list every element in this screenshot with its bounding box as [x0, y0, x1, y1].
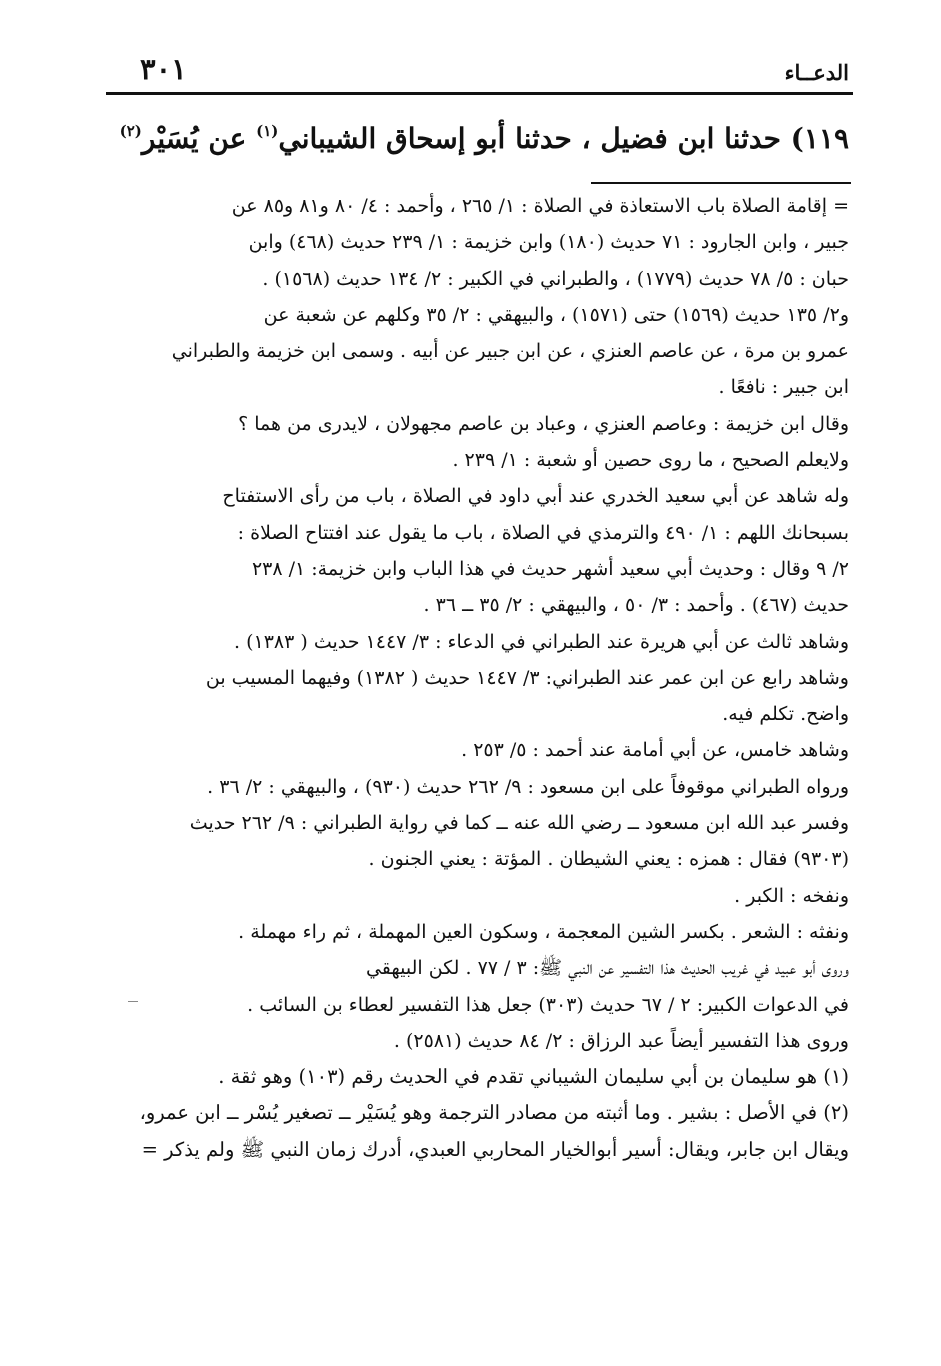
hadith-119 [108, 106, 849, 156]
note-line: ونفخه : الكبر . [734, 884, 849, 907]
note-line: عمرو بن مرة ، عن عاصم العنزي ، عن ابن جبير عن أبيه . وسمى ابن خزيمة والطبراني [171, 340, 849, 363]
note-line: وشاهد ثالث عن أبي هريرة عند الطبراني في الدعاء : ٣/ ١٤٤٧ حديث ( ١٣٨٣) . [234, 630, 849, 653]
running-header [108, 52, 849, 88]
header-rule [106, 92, 853, 95]
footnote-ref-1: (١) [256, 122, 279, 140]
note-line: وشاهد رابع عن ابن عمر عند الطبراني: ٣/ ١٤٤٧ حديث ( ١٣٨٢) وفيهما المسيب بن [205, 666, 849, 689]
note-line: وله شاهد عن أبي سعيد الخدري عند أبي داود في الصلاة ، باب من رأى الاستفتاح [222, 485, 849, 508]
note-line: ونفثه : الشعر . بكسر الشين المعجمة ، وسكون العين المهملة ، ثم راء مهملة . [238, 920, 849, 943]
footnote-2: (٢) في الأصل : بشير . وما أثبته من مصادر الترجمة وهو يُسَيْر ــ تصغير يُسْر ــ ابن عمرو، [139, 1101, 849, 1125]
note-line: ٢/ ٩ وقال : وحديث أبي سعيد أشهر حديث في هذا الباب وابن خزيمة: ١/ ٢٣٨ [251, 557, 849, 580]
footnote-separator [591, 182, 851, 184]
footnote-2-continued: ويقال ابن جابر، ويقال: أسير أبوالخيار المحاربي العبدي، أدرك زمان النبي ﷺ ولم يذكر = [141, 1137, 849, 1161]
note-line: وقال ابن خزيمة : وعاصم العنزي ، وعباد بن عاصم مجهولان ، لايدرى من هما ؟ [238, 412, 849, 435]
footnotes-block [104, 188, 849, 1168]
footnote-ref-2: (٢) [119, 122, 142, 140]
note-line: وروى أبو عبيد في غريب الحديث هذا التفسير عن النبي ﷺ: ٣ / ٧٧ . لكن البيهقي [365, 957, 849, 980]
note-line: جبير ، وابن الجارود : ٧١ حديث (١٨٠) وابن خزيمة : ١/ ٢٣٩ حديث (٤٦٨) وابن [248, 231, 849, 254]
note-line: بسبحانك اللهم : ١/ ٤٩٠ والترمذي في الصلاة ، باب ما يقول عند افتتاح الصلاة : [237, 521, 849, 544]
chapter-title: الدعــاء [784, 60, 849, 85]
note-line: وروى هذا التفسير أيضاً عبد الرزاق : ٢/ ٨٤ حديث (٢٥٨١) . [393, 1029, 849, 1052]
note-line: و٢/ ١٣٥ حديث (١٥٦٩) حتى (١٥٧١) ، والبيهقي : ٢/ ٣٥ وكلهم عن شعبة عن [263, 303, 849, 326]
page-number: ٣٠١ [140, 52, 187, 86]
note-line: ولايعلم الصحيح ، ما روى حصين أو شعبة : ١/ ٢٣٩ . [452, 449, 849, 472]
note-line: في الدعوات الكبير: ٢ / ٦٧ حديث (٣٠٣) جعل هذا التفسير لعطاء بن السائب . [247, 993, 849, 1016]
note-line: حبان : ٥/ ٧٨ حديث (١٧٧٩) ، والطبراني في الكبير : ٢/ ١٣٤ حديث (١٥٦٨) . [262, 267, 849, 290]
note-line: ابن جبير : نافعًا . [718, 376, 849, 399]
hadith-text: ١١٩) حدثنا ابن فضيل ، حدثنا أبو إسحاق الشيباني [278, 122, 849, 155]
hadith-text-end: عن يُسَيْر [141, 122, 257, 155]
note-line: ورواه الطبراني موقوفاً على ابن مسعود : ٩/ ٢٦٢ حديث (٩٣٠) ، والبيهقي : ٢/ ٣٦ . [207, 775, 849, 798]
note-line: وفسر عبد الله ابن مسعود ــ رضي الله عنه ــ كما في رواية الطبراني : ٩/ ٢٦٢ حديث [189, 812, 849, 835]
note-line: (٩٣٠٣) فقال : همزه : يعني الشيطان . المؤتة : يعني الجنون . [368, 848, 849, 871]
footnote-1: (١) هو سليمان بن أبي سليمان الشيباني تقدم في الحديث رقم (١٠٣) وهو ثقة . [218, 1065, 849, 1089]
note-line: واضح. تكلم فيه. [722, 703, 849, 726]
note-line: وشاهد خامس، عن أبي أمامة عند أحمد : ٥/ ٢٥٣ . [461, 739, 849, 762]
note-line: حديث (٤٦٧) . وأحمد : ٣/ ٥٠ ، والبيهقي : ٢/ ٣٥ ــ ٣٦ . [423, 594, 849, 617]
margin-mark [128, 1001, 138, 1002]
note-line: = إقامة الصلاة باب الاستعاذة في الصلاة : ١/ ٢٦٥ ، وأحمد : ٤/ ٨٠ و٨١ و٨٥ عن [231, 195, 849, 217]
